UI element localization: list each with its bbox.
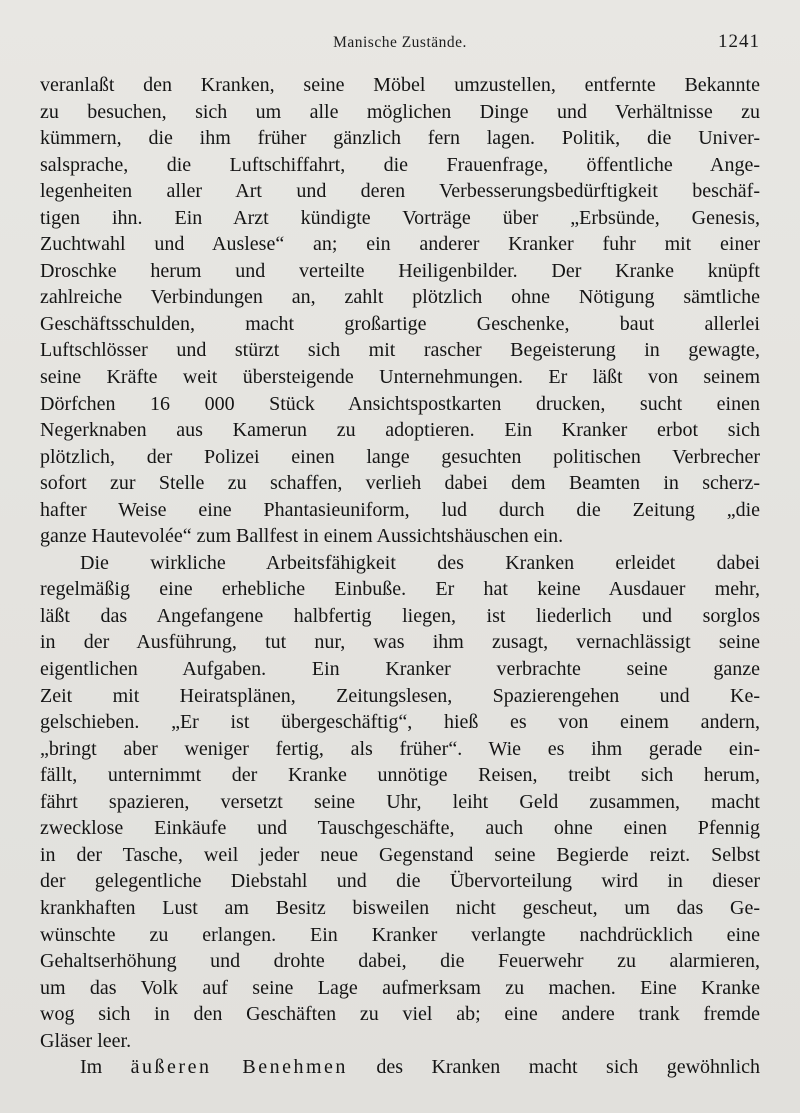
text-line: zwecklose Einkäufe und Tauschgeschäfte, auch ohne einen Pfennig xyxy=(40,817,760,840)
text-line: ganze Hautevolée“ zum Ballfest in einem Aussichtshäuschen ein. xyxy=(40,525,564,548)
text-line: Geschäftsschulden, macht großartige Geschenke, baut allerlei xyxy=(40,312,760,335)
text-line: läßt das Angefangene halbfertig liegen, ist liederlich und sorglos xyxy=(40,604,760,627)
text-line: sofort zur Stelle zu schaffen, verlieh dabei dem Beamten in scherz- xyxy=(40,472,760,495)
paragraph-start-line: Die wirkliche Arbeitsfähigkeit des Kranken erleidet dabei xyxy=(80,551,760,574)
body-text xyxy=(40,72,760,1081)
page-number: 1241 xyxy=(718,31,760,52)
page-header xyxy=(40,31,760,58)
text-line: salsprache, die Luftschiffahrt, die Frauenfrage, öffentliche Ange- xyxy=(40,153,760,176)
text-line: Zeit mit Heiratsplänen, Zeitungslesen, Spazierengehen und Ke- xyxy=(40,684,760,707)
text-line: fährt spazieren, versetzt seine Uhr, leiht Geld zusammen, macht xyxy=(40,790,760,813)
text-line: Gehaltserhöhung und drohte dabei, die Feuerwehr zu alarmieren, xyxy=(40,950,760,973)
text-line: kümmern, die ihm früher gänzlich fern lagen. Politik, die Univer- xyxy=(40,127,760,150)
text-line: regelmäßig eine erhebliche Einbuße. Er hat keine Ausdauer mehr, xyxy=(40,578,760,601)
text-line: seine Kräfte weit übersteigende Unternehmungen. Er läßt von seinem xyxy=(40,366,760,389)
text-line: zahlreiche Verbindungen an, zahlt plötzlich ohne Nötigung sämtliche xyxy=(40,286,760,309)
text-line: Zuchtwahl und Auslese“ an; ein anderer Kranker fuhr mit einer xyxy=(40,233,760,256)
text-line: hafter Weise eine Phantasieuniform, lud durch die Zeitung „die xyxy=(40,498,760,521)
text-line: Gläser leer. xyxy=(40,1029,132,1052)
text-line: in der Tasche, weil jeder neue Gegenstand seine Begierde reizt. Selbst xyxy=(40,843,760,866)
text-line: Droschke herum und verteilte Heiligenbilder. Der Kranke knüpft xyxy=(40,259,760,282)
text-line: tigen ihn. Ein Arzt kündigte Vorträge über „Erbsünde, Genesis, xyxy=(40,206,760,229)
text-line: veranlaßt den Kranken, seine Möbel umzustellen, entfernte Bekannte xyxy=(40,74,760,96)
paragraph-start-line xyxy=(40,1054,760,1081)
text-line: fällt, unternimmt der Kranke unnötige Reisen, treibt sich herum, xyxy=(40,764,760,787)
text-line: eigentlichen Aufgaben. Ein Kranker verbrachte seine ganze xyxy=(40,658,760,681)
text-line: Dörfchen 16 000 Stück Ansichtspostkarten drucken, sucht einen xyxy=(40,392,760,415)
line-fragment: des Kranken macht sich gewöhnlich xyxy=(347,1056,760,1079)
text-line: Negerknaben aus Kamerun zu adoptieren. Ein Kranker erbot sich xyxy=(40,419,760,442)
text-line: Luftschlösser und stürzt sich mit rascher Begeisterung in gewagte, xyxy=(40,339,760,362)
text-line: wog sich in den Geschäften zu viel ab; eine andere trank fremde xyxy=(40,1003,760,1026)
line-fragment: Im xyxy=(80,1056,131,1079)
text-line: gelschieben. „Er ist übergeschäftig“, hieß es von einem andern, xyxy=(40,711,760,734)
text-line: legenheiten aller Art und deren Verbesserungsbedürftigkeit beschäf- xyxy=(40,180,760,203)
text-line: zu besuchen, sich um alle möglichen Dinge und Verhältnisse zu xyxy=(40,100,760,123)
text-line: „bringt aber weniger fertig, als früher“. Wie es ihm gerade ein- xyxy=(40,737,760,760)
text-line: der gelegentliche Diebstahl und die Übervorteilung wird in dieser xyxy=(40,870,760,893)
text-line: krankhaften Lust am Besitz bisweilen nicht gescheut, um das Ge- xyxy=(40,896,760,919)
text-line: plötzlich, der Polizei einen lange gesuchten politischen Verbrecher xyxy=(40,445,760,468)
text-line: wünschte zu erlangen. Ein Kranker verlangte nachdrücklich eine xyxy=(40,923,760,946)
text-line: in der Ausführung, tut nur, was ihm zusagt, vernachlässigt seine xyxy=(40,631,760,654)
text-line: um das Volk auf seine Lage aufmerksam zu machen. Eine Kranke xyxy=(40,976,760,999)
running-title: Manische Zustände. xyxy=(333,34,467,51)
spaced-emphasis: äußeren Benehmen xyxy=(130,1056,348,1079)
